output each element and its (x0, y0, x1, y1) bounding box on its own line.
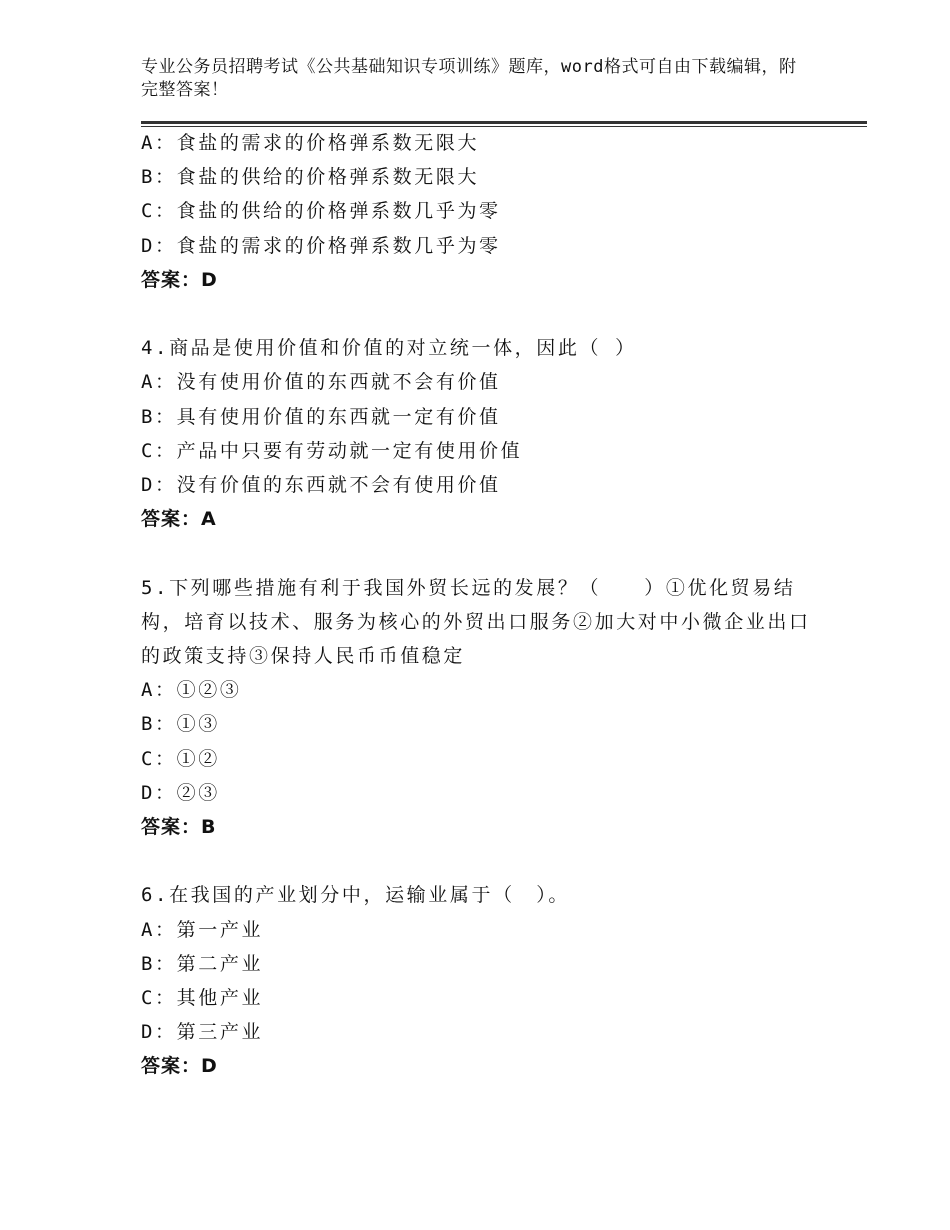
option-c: C：食盐的供给的价格弹系数几乎为零 (141, 200, 501, 223)
option-a: A：①②③ (141, 679, 242, 702)
answer-line: 答案：B (141, 816, 217, 839)
option-d: D：没有价值的东西就不会有使用价值 (141, 474, 501, 497)
question-block-4 (141, 331, 821, 536)
option-a: A：第一产业 (141, 918, 264, 941)
option-b: B：①③ (141, 713, 220, 736)
option-b: B：食盐的供给的价格弹系数无限大 (141, 166, 480, 189)
question-block-5 (141, 571, 821, 845)
question-stem: 5.下列哪些措施有利于我国外贸长远的发展？（ ）①优化贸易结构，培育以技术、服务为核心的外贸出口服务②加大对中小微企业出口的政策支持③保持人民币币值稳定 (141, 576, 811, 668)
answer-line: 答案：D (141, 1055, 218, 1078)
option-d: D：第三产业 (141, 1021, 264, 1044)
option-d: D：食盐的需求的价格弹系数几乎为零 (141, 234, 501, 257)
question-stem: 6.在我国的产业划分中，运输业属于（ ）。 (141, 884, 570, 907)
option-d: D：②③ (141, 781, 220, 804)
question-stem: 4.商品是使用价值和价值的对立统一体，因此（ ） (141, 337, 637, 360)
option-c: C：①② (141, 747, 220, 770)
option-b: B：具有使用价值的东西就一定有价值 (141, 405, 501, 428)
question-block-6 (141, 878, 821, 1083)
option-b: B：第二产业 (141, 952, 264, 975)
question-list (141, 126, 821, 1084)
header-rule-thick (141, 121, 867, 124)
question-block-3 (141, 126, 821, 297)
document-header: 专业公务员招聘考试《公共基础知识专项训练》题库，word格式可自由下载编辑，附完整答案！ (141, 57, 797, 100)
spacer (141, 536, 821, 570)
option-a: A：食盐的需求的价格弹系数无限大 (141, 132, 480, 154)
option-a: A：没有使用价值的东西就不会有价值 (141, 371, 501, 394)
option-c: C：其他产业 (141, 987, 264, 1010)
option-c: C：产品中只要有劳动就一定有使用价值 (141, 439, 523, 462)
spacer (141, 844, 821, 878)
spacer (141, 297, 821, 331)
answer-line: 答案：D (141, 268, 218, 291)
answer-line: 答案：A (141, 508, 217, 531)
